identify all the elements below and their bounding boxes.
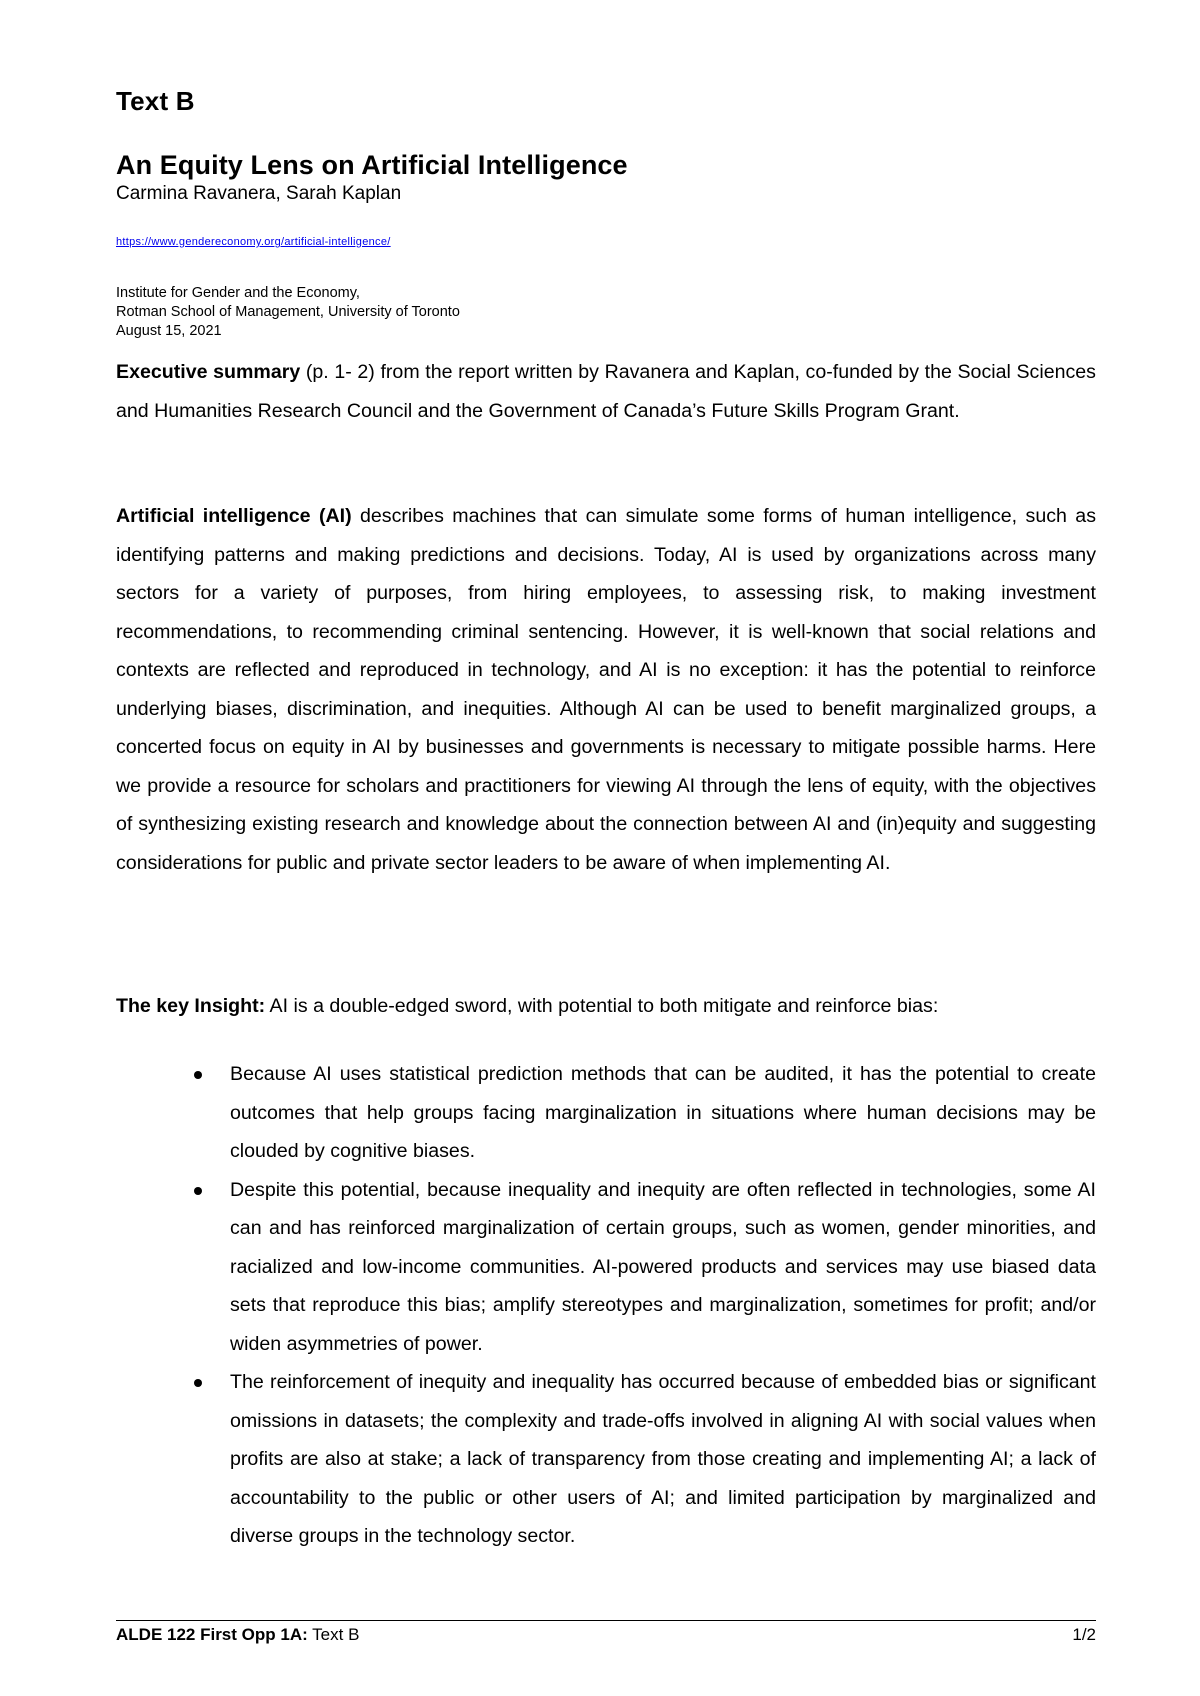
footer-course-label [116, 1625, 359, 1645]
insight-bullet-list [116, 1055, 1096, 1556]
bullet-icon [194, 1071, 202, 1079]
bullet-icon [194, 1379, 202, 1387]
executive-summary-text: (p. 1- 2) from the report written by Ravanera and Kaplan, co-funded by the Social Sciences and Humanities Research Council and the Government of Canada’s Future Skills Program Grant. [116, 361, 1096, 422]
bullet-text: Because AI uses statistical prediction methods that can be audited, it has the potential to create outcomes that help groups facing marginalization in situations where human decisions may be clouded by cognitive biases. [230, 1063, 1096, 1162]
executive-summary-paragraph [116, 353, 1096, 430]
list-item [116, 1171, 1096, 1364]
authors-line: Carmina Ravanera, Sarah Kaplan [116, 183, 402, 204]
text-label-heading: Text B [116, 86, 195, 116]
source-url-link[interactable]: https://www.gendereconomy.org/artificial-intelligence/ [116, 236, 391, 248]
ai-definition-text: describes machines that can simulate some forms of human intelligence, such as identifying patterns and making predictions and decisions. Today, AI is used by organizations across many sectors for a variety of purposes, from hiring employees, to assessing risk, to making investment recommendations, to recommending criminal sentencing. However, it is well-known that social relations and contexts are reflected and reproduced in technology, and AI is no exception: it has the potential to reinforce underlying biases, discrimination, and inequities. Although AI can be used to benefit marginalized groups, a concerted focus on equity in AI by businesses and governments is necessary to mitigate possible harms. Here we provide a resource for scholars and practitioners for viewing AI through the lens of equity, with the objectives of synthesizing existing research and knowledge about the connection between AI and (in)equity and suggesting considerations for public and private sector leaders to be aware of when implementing AI. [116, 505, 1096, 874]
bullet-icon [194, 1187, 202, 1195]
page-number: 1/2 [1072, 1625, 1096, 1644]
ai-definition-label: Artificial intelligence (AI) [116, 505, 352, 527]
footer-course-text: Text B [307, 1625, 360, 1644]
institute-line: Institute for Gender and the Economy, [116, 285, 360, 301]
document-title: An Equity Lens on Artificial Intelligence [116, 150, 628, 180]
bullet-text: Despite this potential, because inequality and inequity are often reflected in technologies, some AI can and has reinforced marginalization of certain groups, such as women, gender minorities, and racialized and low-income communities. AI-powered products and services may use biased data sets that reproduce this bias; amplify stereotypes and marginalization, sometimes for profit; and/or widen asymmetries of power. [230, 1178, 1096, 1355]
footer-divider [116, 1620, 1096, 1621]
list-item [116, 1055, 1096, 1171]
footer-course-code: ALDE 122 First Opp 1A: [116, 1625, 308, 1644]
ai-definition-paragraph [116, 497, 1096, 882]
key-insight-paragraph [116, 987, 1096, 1026]
key-insight-text: AI is a double-edged sword, with potential to both mitigate and reinforce bias: [265, 995, 939, 1017]
key-insight-label: The key Insight: [116, 995, 266, 1017]
executive-summary-label: Executive summary [116, 361, 301, 383]
school-line: Rotman School of Management, University of Toronto [116, 304, 460, 320]
date-line: August 15, 2021 [116, 323, 222, 339]
bullet-text: The reinforcement of inequity and inequality has occurred because of embedded bias or significant omissions in datasets; the complexity and trade-offs involved in aligning AI with social values when profits are also at stake; a lack of transparency from those creating and implementing AI; a lack of accountability to the public or other users of AI; and limited participation by marginalized and diverse groups in the technology sector. [230, 1371, 1096, 1547]
list-item [116, 1363, 1096, 1556]
